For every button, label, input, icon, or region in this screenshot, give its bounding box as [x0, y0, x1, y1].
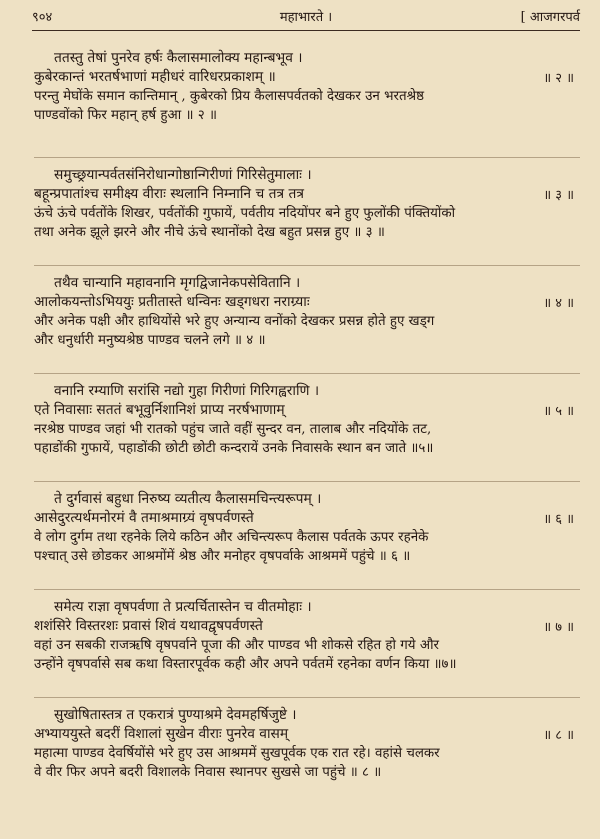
hindi-translation-line: और अनेक पक्षी और हाथियोंसे भरे हुए अन्यान्य वनोंको देखकर प्रसन्न होते हुए खड्ग — [34, 314, 435, 329]
sanskrit-line: सुखोषितास्तत्र त एकरात्रं पुण्याश्रमे देवमहर्षिजुष्टे । — [54, 707, 297, 723]
verse-block — [34, 157, 580, 265]
sanskrit-line: आलोकयन्तोऽभिययुः प्रतीतास्ते धन्विनः खड्गधरा नराग्र्याः — [34, 294, 310, 310]
sanskrit-line: आसेदुरत्यर्थमनोरमं वै तमाश्रमाग्र्यं वृषपर्वणस्ते — [34, 510, 254, 526]
sanskrit-line: तथैव चान्यानि महावनानि मृगद्विजानेकपसेवितानि । — [54, 275, 301, 291]
verse-block — [34, 49, 580, 157]
hindi-translation-line: महात्मा पाण्डव देवर्षियोंसे भरे हुए उस आश्रममें सुखपूर्वक एक रात रहे। वहांसे चलकर — [34, 746, 440, 761]
sanskrit-line: बहून्प्रपातांश्च समीक्ष्य वीराः स्थलानि निम्नानि च तत्र तत्र — [34, 186, 304, 202]
sanskrit-line: शशंसिरे विस्तरशः प्रवासं शिवं यथावद्वृषपर्वणस्ते — [34, 618, 263, 634]
verse-number: ॥ ६ ॥ — [543, 512, 574, 527]
hindi-translation-line: और धनुर्धारी मनुष्यश्रेष्ठ पाण्डव चलने लगे ॥ ४ ॥ — [34, 333, 266, 348]
book-title: महाभारते । — [279, 10, 333, 25]
verse-block — [34, 589, 580, 697]
hindi-translation-line: वहां उन सबकी राजऋषि वृषपर्वाने पूजा की और पाण्डव भी शोकसे रहित हो गये और — [34, 638, 440, 653]
hindi-translation-line: परन्तु मेघोंके समान कान्तिमान् , कुबेरको प्रिय कैलासपर्वतको देखकर उन भरतश्रेष्ठ — [34, 89, 424, 104]
hindi-translation-line: पाण्डवोंको फिर महान् हर्ष हुआ ॥ २ ॥ — [34, 108, 217, 123]
page-header — [32, 0, 580, 31]
hindi-translation-line: ऊंचे ऊंचे पर्वतोंके शिखर, पर्वतोंकी गुफायें, पर्वतीय नदियोंपर बने हुए फुलोंकी पंक्तियोंको — [34, 206, 456, 221]
sanskrit-line: ते दुर्गवासं बहुधा निरुष्य व्यतीत्य कैलासमचिन्त्यरूपम् । — [54, 491, 322, 507]
hindi-translation-line: तथा अनेक झूले झरने और नीचे ऊंचे स्थानोंको देख बहुत प्रसन्न हुए ॥ ३ ॥ — [34, 225, 385, 240]
verse-number: ॥ ४ ॥ — [543, 296, 574, 311]
sanskrit-line: एते निवासाः सततं बभूवुर्निशानिशं प्राप्य नरर्षभाणाम् — [34, 402, 285, 418]
verse-block — [34, 373, 580, 481]
sanskrit-line: वनानि रम्याणि सरांसि नद्यो गुहा गिरीणां गिरिगह्वराणि । — [54, 383, 320, 399]
verse-number: ॥ ३ ॥ — [543, 188, 574, 203]
sanskrit-line: ततस्तु तेषां पुनरेव हर्षः कैलासमालोक्य महान्बभूव । — [54, 50, 303, 66]
page-number: ९०४ — [32, 10, 53, 25]
hindi-translation-line: नरश्रेष्ठ पाण्डव जहां भी रातको पहुंच जाते वहीं सुन्दर वन, तालाब और नदियोंके तट, — [34, 422, 432, 437]
sanskrit-line: समुच्छ्रयान्पर्वतसंनिरोधान्गोष्ठान्गिरीणां गिरिसेतुमालाः । — [54, 167, 312, 183]
verse-number: ॥ ५ ॥ — [543, 404, 574, 419]
verse-number: ॥ ७ ॥ — [543, 620, 574, 635]
hindi-translation-line: पहाडोंकी गुफायें, पहाडोंकी छोटी छोटी कन्दरायें उनके निवासके स्थान बन जाते ॥५॥ — [34, 441, 434, 456]
verse-number: ॥ २ ॥ — [543, 71, 574, 86]
hindi-translation-line: वे वीर फिर अपने बदरी विशालके निवास स्थानपर सुखसे जा पहुंचे ॥ ८ ॥ — [34, 765, 382, 780]
hindi-translation-line: उन्होंने वृषपर्वासे सब कथा विस्तारपूर्वक कही और अपने पर्वतमें रहनेका वर्णन किया ॥७॥ — [34, 657, 457, 672]
sanskrit-line: कुबेरकान्तं भरतर्षभाणां महीधरं वारिधरप्रकाशम् ॥ — [34, 69, 276, 85]
verse-block — [34, 265, 580, 373]
section-title: [ आजगरपर्व — [520, 10, 580, 25]
hindi-translation-line: पश्चात् उसे छोडकर आश्रमोंमें श्रेष्ठ और मनोहर वृषपर्वाके आश्रममें पहुंचे ॥ ६ ॥ — [34, 549, 411, 564]
sanskrit-line: समेत्य राज्ञा वृषपर्वणा ते प्रत्यर्चितास्तेन च वीतमोहाः । — [54, 599, 312, 615]
verse-block — [34, 697, 580, 809]
verse-block — [34, 481, 580, 589]
sanskrit-line: अभ्याययुस्ते बदरीं विशालां सुखेन वीराः पुनरेव वासम् — [34, 726, 289, 742]
verse-number: ॥ ८ ॥ — [543, 728, 574, 743]
hindi-translation-line: वे लोग दुर्गम तथा रहनेके लिये कठिन और अचिन्त्यरूप कैलास पर्वतके ऊपर रहनेके — [34, 530, 429, 545]
